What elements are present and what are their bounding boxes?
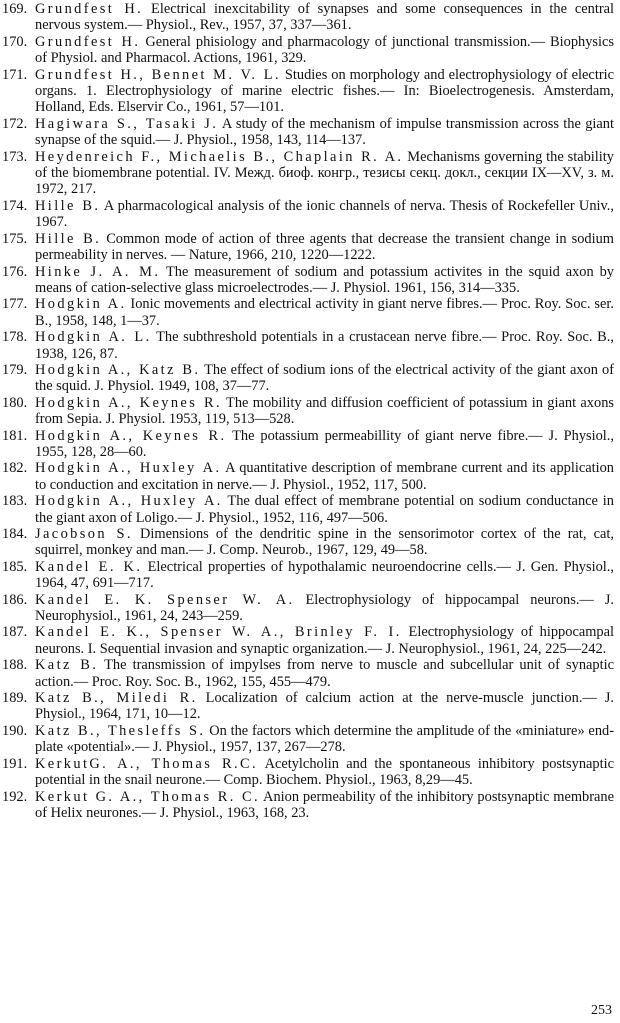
reference-entry	[2, 264, 614, 297]
reference-authors: Kandel E. K. Spenser W. A.	[35, 591, 295, 608]
reference-number: 189.	[2, 690, 28, 707]
reference-entry	[2, 362, 614, 395]
reference-number: 188.	[2, 657, 28, 674]
reference-text: Acetylcholin and the spontaneous inhibitory postsynaptic potential in the snail neurone.— Comp. Biochem. Physiol., 1963, 8,29—45.	[35, 755, 614, 789]
page-number: 253	[591, 1003, 612, 1018]
reference-number: 173.	[2, 148, 28, 165]
reference-entry	[2, 428, 614, 461]
reference-number: 172.	[2, 115, 28, 132]
reference-authors: Grundfest H., Bennet M. V. L.	[35, 66, 281, 83]
reference-entry	[2, 624, 614, 657]
reference-authors: Katz B., Miledi R.	[35, 690, 198, 707]
reference-authors: Hagiwara S., Tasaki J.	[35, 115, 219, 132]
reference-text: General phisiology and pharmacology of junctional transmission.— Biophysics of Physiol. and Pharmacol. Actions, 1961, 329.	[35, 33, 614, 67]
reference-authors: KerkutG. A., Thomas R.C.	[35, 755, 258, 772]
reference-authors: Grundfest H.	[35, 1, 144, 17]
reference-entry	[2, 493, 614, 526]
reference-entry	[2, 395, 614, 428]
reference-entry	[2, 526, 614, 559]
reference-entry	[2, 198, 614, 231]
reference-number: 175.	[2, 230, 28, 247]
reference-text: Mechanisms governing the stability of the biomembrane potential. IV. Межд. биоф. конгр., тезисы секц. докл., секции IX—XV, з. м. 1972, 217.	[35, 148, 614, 198]
reference-number: 177.	[2, 296, 28, 313]
reference-entry	[2, 756, 614, 789]
reference-number: 170.	[2, 33, 28, 50]
reference-number: 180.	[2, 394, 28, 411]
reference-authors: Grundfest H.	[35, 33, 141, 50]
reference-entry	[2, 1, 614, 34]
reference-authors: Hodgkin A. L.	[35, 329, 152, 346]
reference-text: Electrical inexcitability of synapses and some consequences in the central nervous system.— Physiol., Rev., 1957, 37, 337—361.	[35, 1, 614, 34]
reference-number: 174.	[2, 197, 28, 214]
reference-entry	[2, 67, 614, 116]
reference-text: Anion permeability of the inhibitory postsynaptic membrane of Helix neurones.— J. Physiol., 1963, 168, 23.	[35, 788, 614, 821]
reference-number: 171.	[2, 66, 28, 83]
reference-number: 190.	[2, 722, 28, 739]
reference-text: Dimensions of the dendritic spine in the sensorimotor cortex of the rat, cat, squirrel, monkey and man.— J. Comp. Neurob., 1967, 129, 49—58.	[35, 526, 614, 559]
reference-authors: Jacobson S.	[35, 526, 133, 542]
reference-authors: Hodgkin A., Katz B.	[35, 361, 201, 378]
reference-text: The effect of sodium ions of the electrical activity of the giant axon of the squid. J. Physiol. 1949, 108, 37—77.	[35, 361, 614, 395]
reference-entry	[2, 559, 614, 592]
reference-entry	[2, 149, 614, 198]
reference-authors: Kerkut G. A., Thomas R. C.	[35, 788, 260, 805]
reference-number: 169.	[2, 1, 28, 17]
reference-list	[2, 1, 614, 821]
reference-authors: Heydenreich F., Michaelis B., Chaplain R. A.	[35, 148, 404, 165]
reference-authors: Hille B.	[35, 230, 102, 247]
reference-entry	[2, 231, 614, 264]
reference-text: On the factors which determine the amplitude of the «miniature» end-plate «potential».— J. Physiol., 1957, 137, 267—278.	[35, 722, 615, 756]
reference-entry	[2, 657, 614, 690]
reference-authors: Hodgkin A., Huxley A.	[35, 460, 222, 477]
reference-authors: Hinke J. A. M.	[35, 263, 161, 280]
reference-authors: Kandel E. K.	[35, 558, 143, 575]
reference-number: 182.	[2, 460, 28, 477]
reference-entry	[2, 34, 614, 67]
reference-entry	[2, 789, 614, 822]
reference-entry	[2, 690, 614, 723]
reference-text: A study of the mechanism of impulse transmission across the giant synapse of the squid.— J. Physiol., 1958, 143, 114—137.	[35, 115, 615, 149]
reference-text: The subthreshold potentials in a crustacean nerve fibre.— Proc. Roy. Soc. B., 1938, 126, 87.	[35, 329, 614, 362]
reference-text: The transmission of impylses from nerve to muscle and subcellular unit of synaptic action.— Proc. Roy. Soc. B., 1962, 155, 455—479.	[35, 657, 614, 690]
reference-number: 185.	[2, 558, 28, 575]
reference-number: 176.	[2, 263, 28, 280]
reference-text: The measurement of sodium and potassium activites in the squid axon by means of cation-selective glass microelectrodes.— J. Physiol. 1961, 156, 314—335.	[35, 263, 614, 296]
reference-number: 191.	[2, 755, 28, 772]
reference-authors: Hodgkin A., Keynes R.	[35, 394, 222, 411]
reference-authors: Hodgkin A., Keynes R.	[35, 427, 227, 444]
reference-number: 192.	[2, 788, 28, 805]
reference-text: Localization of calcium action at the nerve-muscle junction.— J. Physiol., 1964, 171, 10—12.	[35, 690, 614, 723]
reference-number: 186.	[2, 591, 28, 608]
reference-entry	[2, 460, 614, 493]
reference-text: A quantitative description of membrane current and its application to conduction and excitation in nerve.— J. Physiol., 1952, 117, 500.	[35, 460, 614, 493]
reference-number: 187.	[2, 624, 28, 641]
reference-text: Studies on morphology and electrophysiology of electric organs. 1. Electrophysiology of marine electric fishes.— In: Bioelectrogenesis. Amsterdam, Holland, Eds. Elservir Co., 1961, 57—101.	[35, 66, 614, 116]
reference-text: Electrophysiology of hippocampal neurons. I. Sequential invasion and synaptic organization.— J. Neurophysiol., 1961, 24, 225—242.	[35, 624, 614, 657]
reference-number: 179.	[2, 361, 28, 378]
reference-text: Electrophysiology of hippocampal neurons.— J. Neurophysiol., 1961, 24, 243—259.	[35, 591, 614, 625]
reference-authors: Kandel E. K., Spenser W. A., Brinley F. I.	[35, 624, 402, 641]
reference-authors: Hodgkin A., Huxley A.	[35, 493, 223, 510]
reference-number: 184.	[2, 526, 28, 542]
reference-text: The mobility and diffusion coefficient of potassium in giant axons from Sepia. J. Physiol. 1953, 119, 513—528.	[35, 394, 614, 428]
reference-authors: Katz B.	[35, 657, 99, 674]
reference-number: 183.	[2, 493, 28, 510]
reference-entry	[2, 723, 614, 756]
reference-text: The dual effect of membrane potential on sodium conductance in the giant axon of Loligo.— J. Physiol., 1952, 116, 497—506.	[35, 493, 615, 526]
reference-entry	[2, 592, 614, 625]
reference-text: The potassium permeabillity of giant nerve fibre.— J. Physiol., 1955, 128, 28—60.	[35, 427, 614, 460]
reference-authors: Hodgkin A.	[35, 296, 127, 313]
reference-text: Ionic movements and electrical activity in giant nerve fibres.— Proc. Roy. Soc. ser. B., 1958, 148, 1—37.	[35, 296, 614, 329]
reference-number: 178.	[2, 329, 28, 346]
reference-entry	[2, 116, 614, 149]
reference-entry	[2, 329, 614, 362]
reference-authors: Hille B.	[35, 197, 101, 214]
reference-number: 181.	[2, 427, 28, 444]
reference-authors: Katz B., Thesleffs S.	[35, 722, 206, 739]
reference-text: Electrical properties of hypothalamic neuroendocrine cells.— J. Gen. Physiol., 1964, 47, 691—717.	[35, 558, 614, 592]
reference-entry	[2, 296, 614, 329]
reference-text: A pharmacological analysis of the ionic channels of nerva. Thesis of Rockefeller Univ., 1967.	[35, 197, 614, 231]
reference-text: Common mode of action of three agents that decrease the transient change in sodium permeability in nerves. — Nature, 1966, 210, 1220—1222.	[35, 230, 614, 264]
